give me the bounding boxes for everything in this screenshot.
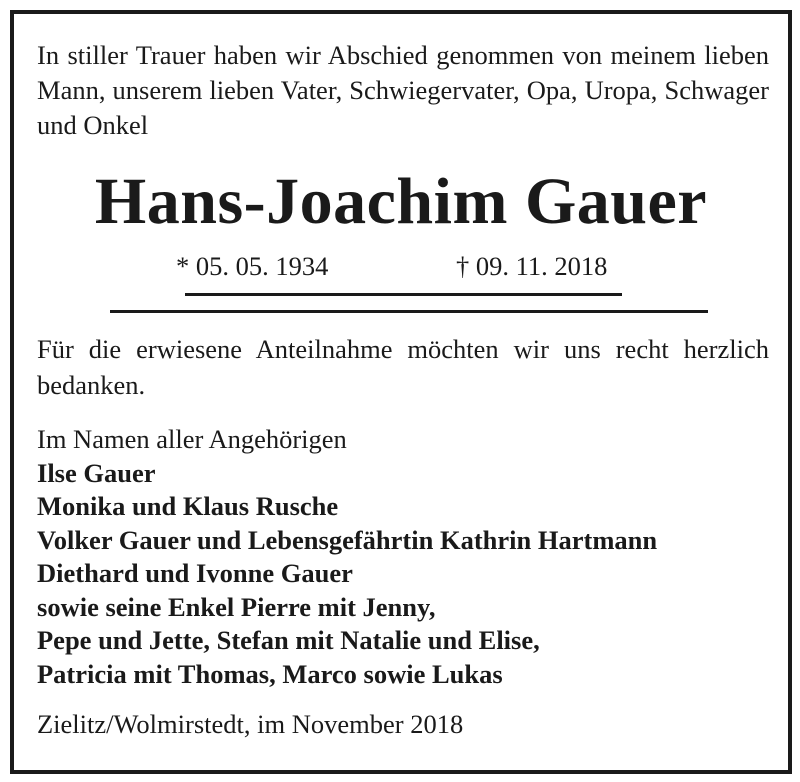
divider-line-short [185, 293, 622, 296]
birth-date: * 05. 05. 1934 [176, 251, 329, 281]
family-member: Diethard und Ivonne Gauer [37, 558, 353, 588]
family-member: sowie seine Enkel Pierre mit Jenny, [37, 591, 436, 622]
death-date: † 09. 11. 2018 [456, 251, 608, 281]
intro-text: In stiller Trauer haben wir Abschied genommen von meinem lieben Mann, unserem lieben Vater, Schwiegervater, Opa, Uropa, Schwager und Onkel [37, 40, 769, 140]
family-list [37, 423, 777, 691]
family-member: Patricia mit Thomas, Marco sowie Lukas [37, 658, 503, 689]
family-member: Pepe und Jette, Stefan mit Natalie und Elise, [37, 625, 540, 655]
deceased-name: Hans-Joachim Gauer [94, 165, 708, 238]
family-member: Volker Gauer und Lebensgefährtin Kathrin Hartmann [37, 524, 658, 555]
thanks-text: Für die erwiesene Anteilnahme möchten wir uns recht herzlich bedanken. [37, 334, 769, 400]
divider-line-long [110, 310, 708, 313]
family-lead: Im Namen aller Angehörigen [37, 424, 347, 454]
place-and-date: Zielitz/Wolmirstedt, im November 2018 [37, 709, 464, 739]
family-member: Ilse Gauer [37, 457, 156, 488]
family-member: Monika und Klaus Rusche [37, 491, 339, 521]
obituary-frame [10, 10, 792, 774]
life-dates [14, 248, 788, 284]
